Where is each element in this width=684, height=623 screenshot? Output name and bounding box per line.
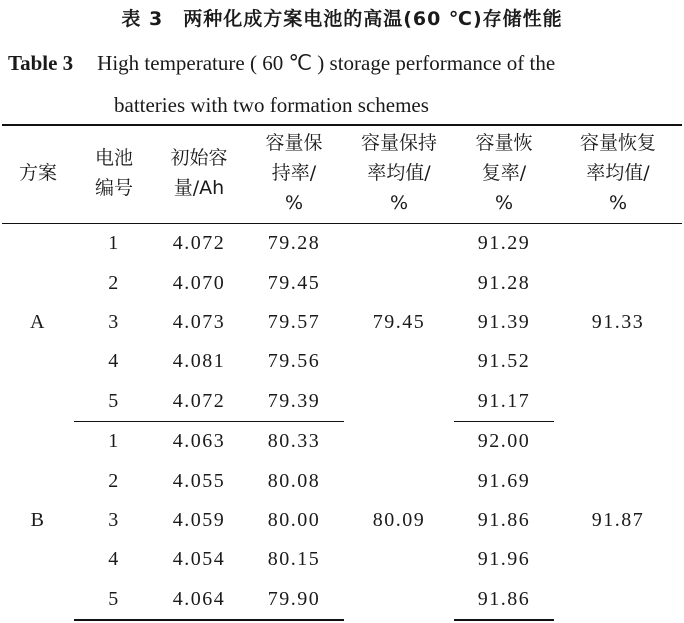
storage-performance-table xyxy=(2,124,682,621)
recovery-rate-cell: 91.29 xyxy=(477,232,531,255)
scheme-b-group xyxy=(2,421,682,619)
initial-capacity-cell: 4.073 xyxy=(172,310,226,333)
initial-capacity-cell: 4.072 xyxy=(154,382,244,422)
battery-id-cell: 2 xyxy=(108,271,120,294)
retention-average-cell: 80.09 xyxy=(372,509,426,532)
retention-rate-cell: 79.57 xyxy=(267,310,321,333)
battery-id-cell: 4 xyxy=(108,350,120,373)
header-battery-id: 电池 编号 xyxy=(94,147,133,199)
retention-rate-cell: 79.39 xyxy=(244,382,344,422)
scheme-cell: A xyxy=(30,311,46,334)
recovery-rate-cell: 91.39 xyxy=(477,310,531,333)
battery-id-cell: 5 xyxy=(74,580,154,620)
initial-capacity-cell: 4.055 xyxy=(172,469,226,492)
scheme-a-group xyxy=(2,224,682,422)
retention-rate-cell: 79.90 xyxy=(244,580,344,620)
scheme-cell: B xyxy=(30,509,46,532)
recovery-rate-cell: 92.00 xyxy=(477,430,531,453)
recovery-rate-cell: 91.17 xyxy=(454,382,554,422)
table-row xyxy=(2,224,682,264)
initial-capacity-cell: 4.070 xyxy=(172,271,226,294)
initial-capacity-cell: 4.054 xyxy=(172,548,226,571)
initial-capacity-cell: 4.059 xyxy=(172,508,226,531)
header-recovery-average: 容量恢复 率均值/ % xyxy=(579,132,656,214)
table-caption-english xyxy=(8,42,684,126)
recovery-average-cell: 91.33 xyxy=(591,311,645,334)
table-label: Table 3 xyxy=(8,51,74,75)
recovery-rate-cell: 91.28 xyxy=(477,271,531,294)
caption-english-line-1: High temperature ( 60 ℃ ) storage performance of the xyxy=(97,51,556,75)
initial-capacity-cell: 4.081 xyxy=(172,350,226,373)
recovery-average-cell: 91.87 xyxy=(591,509,645,532)
retention-rate-cell: 80.08 xyxy=(267,469,321,492)
header-retention-average: 容量保持 率均值/ % xyxy=(360,132,437,214)
recovery-rate-cell: 91.86 xyxy=(477,508,531,531)
recovery-rate-cell: 91.86 xyxy=(454,580,554,620)
header-row xyxy=(2,125,682,224)
caption-english-line-2: batteries with two formation schemes xyxy=(114,93,429,117)
recovery-rate-cell: 91.96 xyxy=(477,548,531,571)
recovery-rate-cell: 91.69 xyxy=(477,469,531,492)
retention-rate-cell: 80.33 xyxy=(267,430,321,453)
table-caption-chinese: 表 3 两种化成方案电池的高温(60 ℃)存储性能 xyxy=(121,8,563,30)
retention-rate-cell: 79.56 xyxy=(267,350,321,373)
header-initial-capacity: 初始容 量/Ah xyxy=(170,147,228,199)
retention-rate-cell: 80.15 xyxy=(267,548,321,571)
retention-rate-cell: 80.00 xyxy=(267,508,321,531)
battery-id-cell: 1 xyxy=(108,232,120,255)
battery-id-cell: 3 xyxy=(108,508,120,531)
retention-rate-cell: 79.45 xyxy=(267,271,321,294)
header-scheme: 方案 xyxy=(18,162,57,184)
retention-average-cell: 79.45 xyxy=(372,311,426,334)
battery-id-cell: 1 xyxy=(108,430,120,453)
battery-id-cell: 3 xyxy=(108,310,120,333)
initial-capacity-cell: 4.064 xyxy=(154,580,244,620)
battery-id-cell: 4 xyxy=(108,548,120,571)
header-recovery-rate: 容量恢 复率/ % xyxy=(475,132,533,214)
table-row xyxy=(2,421,682,461)
initial-capacity-cell: 4.072 xyxy=(172,232,226,255)
battery-id-cell: 5 xyxy=(74,382,154,422)
header-retention-rate: 容量保 持率/ % xyxy=(265,132,323,214)
initial-capacity-cell: 4.063 xyxy=(172,430,226,453)
recovery-rate-cell: 91.52 xyxy=(477,350,531,373)
battery-id-cell: 2 xyxy=(108,469,120,492)
retention-rate-cell: 79.28 xyxy=(267,232,321,255)
